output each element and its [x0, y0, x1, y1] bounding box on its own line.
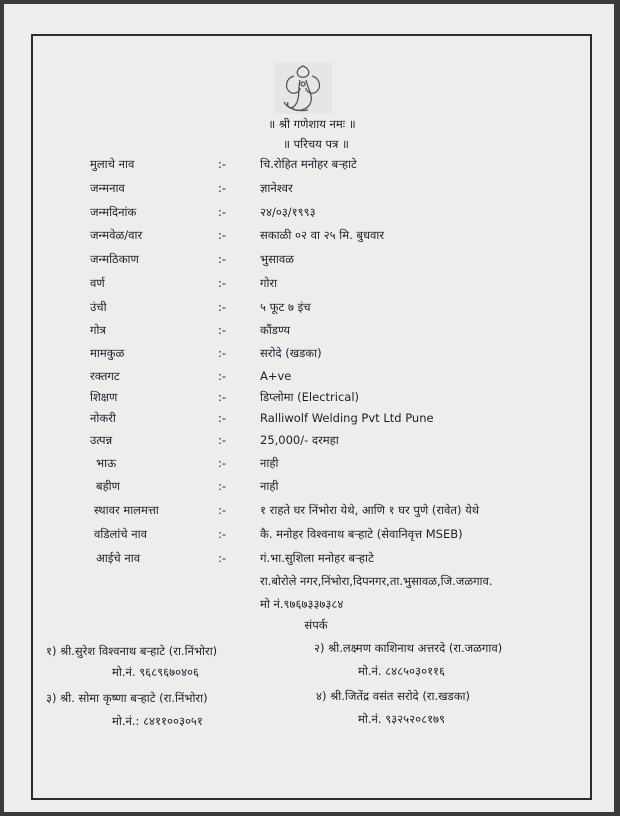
- field-separator: :-: [218, 323, 227, 337]
- field-row: [4, 300, 614, 316]
- field-label: उंची: [90, 300, 107, 314]
- field-separator: :-: [218, 479, 227, 493]
- field-row: [4, 346, 614, 362]
- field-separator: :-: [218, 503, 227, 517]
- contact-phone: मो.नं.: ८४११००३०५१: [112, 714, 203, 728]
- field-value: Ralliwolf Welding Pvt Ltd Pune: [260, 411, 434, 425]
- field-value: गं.भा.सुशिला मनोहर बऱ्हाटे: [260, 551, 374, 565]
- contacts-heading: संपर्क: [304, 618, 328, 632]
- field-value: ५ फूट ७ इंच: [260, 300, 311, 314]
- field-label: बहीण: [96, 479, 120, 493]
- field-row: [4, 252, 614, 268]
- field-label: जन्मनाव: [90, 181, 125, 195]
- field-value: चि.रोहित मनोहर बऱ्हाटे: [260, 157, 357, 171]
- field-label: वडिलांचे नाव: [94, 527, 148, 541]
- field-separator: :-: [218, 433, 227, 447]
- field-row: [4, 390, 614, 406]
- field-value: भुसावळ: [260, 252, 294, 266]
- field-separator: :-: [218, 205, 227, 219]
- contact-phone: मो.नं. ८४८५०३०११६: [358, 664, 446, 678]
- field-value: नाही: [260, 479, 279, 493]
- field-value: १ राहते घर निंभोरा येथे, आणि १ घर पुणे (रावेत) येथे: [260, 503, 480, 517]
- field-separator: :-: [218, 551, 227, 565]
- field-label: जन्मदिनांक: [90, 205, 137, 219]
- field-row: [4, 205, 614, 221]
- field-value: 25,000/- दरमहा: [260, 433, 339, 447]
- field-label: जन्मठिकाण: [90, 252, 139, 266]
- contact-phone: मो.नं. ९३२५२०८१७९: [358, 712, 446, 726]
- field-value: गोरा: [260, 276, 278, 290]
- field-value: A+ve: [260, 369, 292, 383]
- field-row: [4, 503, 614, 519]
- field-value: नाही: [260, 456, 279, 470]
- field-row: [4, 456, 614, 472]
- field-separator: :-: [218, 157, 227, 171]
- field-value: कौंडण्य: [260, 323, 291, 337]
- field-label: स्थावर मालमत्ता: [94, 503, 159, 517]
- field-row: [4, 369, 614, 385]
- field-label: मामकुळ: [90, 346, 125, 360]
- field-label: नोकरी: [90, 411, 116, 425]
- document-page: [4, 4, 614, 812]
- field-row: [4, 411, 614, 427]
- field-value: ज्ञानेश्वर: [260, 181, 293, 195]
- contact-name: २) श्री.लक्ष्मण काशिनाथ अत्तरदे (रा.जळगाव): [314, 641, 503, 655]
- field-row: [4, 433, 614, 449]
- contact-name: ४) श्री.जितेंद्र वसंत सरोदे (रा.खडका): [316, 689, 471, 703]
- field-label: गोत्र: [90, 323, 106, 337]
- field-value: सरोदे (खडका): [260, 346, 322, 360]
- field-separator: :-: [218, 252, 227, 266]
- field-row: [4, 551, 614, 567]
- field-row: [4, 479, 614, 495]
- invocation-heading: ॥ श्री गणेशाय नमः ॥: [268, 117, 356, 131]
- field-value: २४/०३/१९९३: [260, 205, 316, 219]
- field-label: जन्मवेळ/वार: [90, 228, 143, 242]
- ganesha-logo-icon: [274, 62, 332, 114]
- field-separator: :-: [218, 527, 227, 541]
- field-label: वर्ण: [90, 276, 105, 290]
- field-separator: :-: [218, 181, 227, 195]
- field-separator: :-: [218, 390, 227, 404]
- field-separator: :-: [218, 300, 227, 314]
- field-separator: :-: [218, 411, 227, 425]
- field-row: [4, 323, 614, 339]
- field-row: [4, 228, 614, 244]
- field-label: शिक्षण: [90, 390, 118, 404]
- mobile-number: मो नं.९७६७३३७३८४: [260, 597, 344, 611]
- field-separator: :-: [218, 228, 227, 242]
- field-separator: :-: [218, 276, 227, 290]
- field-label: मुलाचे नाव: [90, 157, 135, 171]
- address-line: रा.बोरोले नगर,निंभोरा,दिपनगर,ता.भुसावळ,जि.जळगाव.: [260, 574, 493, 588]
- field-label: रक्तगट: [90, 369, 120, 383]
- field-label: उत्पन्न: [90, 433, 113, 447]
- field-separator: :-: [218, 456, 227, 470]
- field-value: डिप्लोमा (Electrical): [260, 390, 359, 404]
- field-label: आईचे नाव: [96, 551, 141, 565]
- contact-name: १) श्री.सुरेश विश्वनाथ बऱ्हाटे (रा.निंभोरा): [46, 644, 218, 658]
- field-value: कै. मनोहर विश्वनाथ बऱ्हाटे (सेवानिवृत्त MSEB): [260, 527, 463, 541]
- contact-phone: मो.नं. ९६८९६७०४०६: [112, 665, 200, 679]
- field-row: [4, 181, 614, 197]
- field-row: [4, 276, 614, 292]
- field-row: [4, 527, 614, 543]
- field-separator: :-: [218, 346, 227, 360]
- field-separator: :-: [218, 369, 227, 383]
- field-label: भाऊ: [96, 456, 117, 470]
- field-row: [4, 157, 614, 173]
- page-title: ॥ परिचय पत्र ॥: [283, 137, 349, 151]
- field-value: सकाळी ०२ वा २५ मि. बुधवार: [260, 228, 385, 242]
- contact-name: ३) श्री. सोमा कृष्णा बऱ्हाटे (रा.निंभोरा): [46, 691, 208, 705]
